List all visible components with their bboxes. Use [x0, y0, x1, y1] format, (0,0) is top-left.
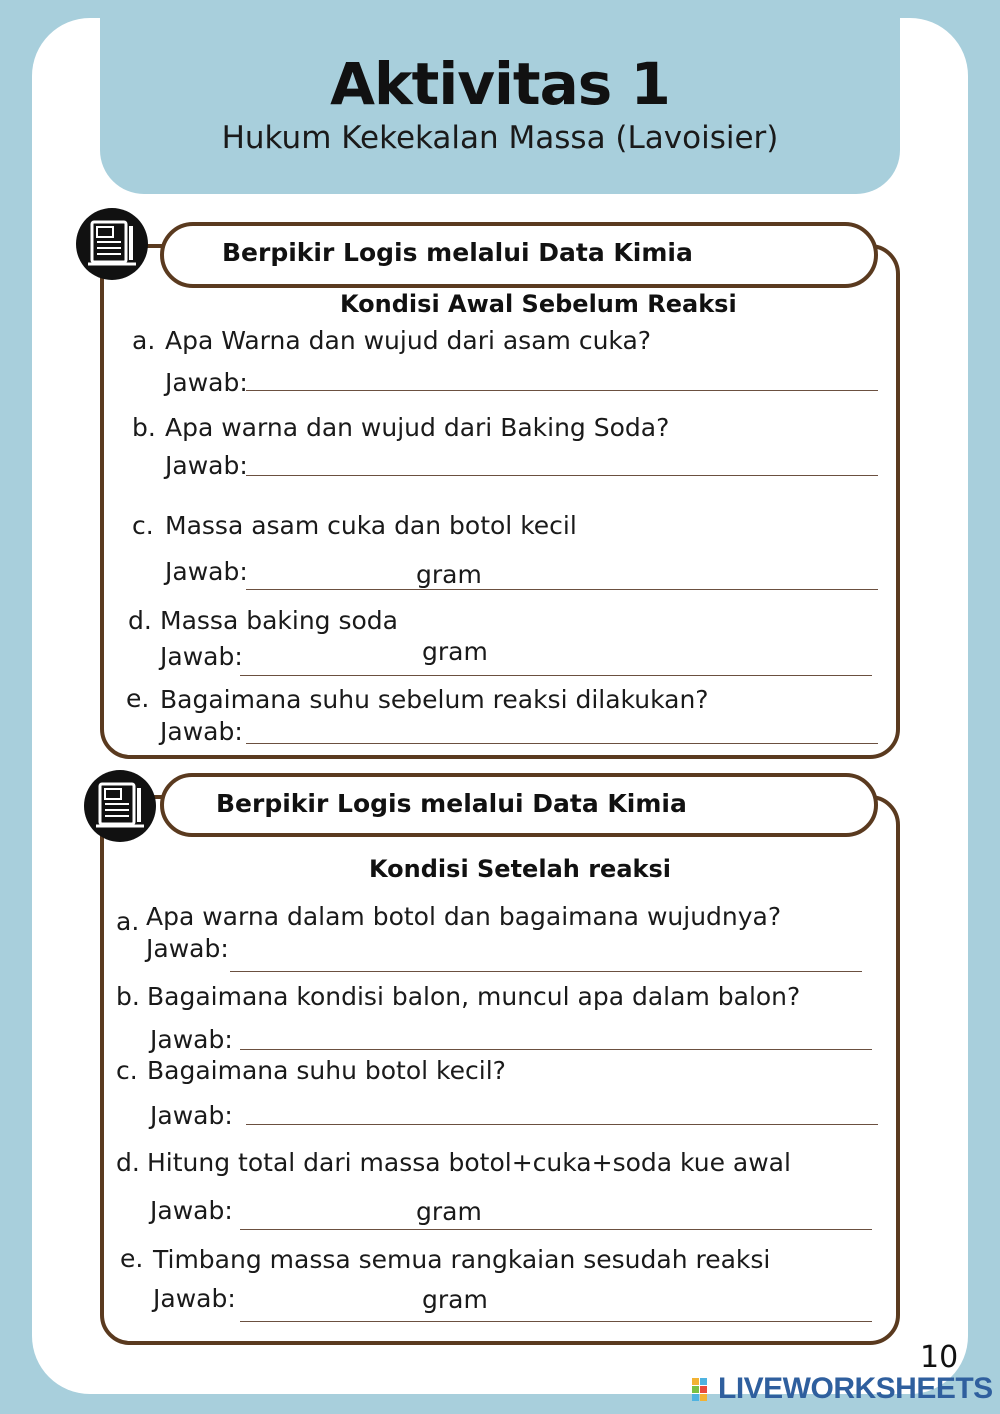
- unit-label: gram: [416, 560, 482, 589]
- answer-label: Jawab:: [165, 557, 248, 586]
- page-subtitle: Hukum Kekekalan Massa (Lavoisier): [221, 120, 779, 156]
- answer-line[interactable]: [246, 1124, 878, 1125]
- item-marker: b.: [116, 982, 140, 1011]
- question-text: Bagaimana kondisi balon, muncul apa dalam balon?: [147, 982, 801, 1011]
- unit-label: gram: [416, 1197, 482, 1226]
- question-text: Massa asam cuka dan botol kecil: [165, 511, 577, 540]
- section-2-heading: Kondisi Setelah reaksi: [369, 855, 671, 883]
- question-text: Bagaimana suhu sebelum reaksi dilakukan?: [160, 685, 709, 714]
- item-marker: d.: [128, 606, 152, 635]
- answer-line[interactable]: [240, 1049, 872, 1050]
- answer-label: Jawab:: [160, 717, 243, 746]
- item-marker: e.: [126, 684, 150, 713]
- question-text: Bagaimana suhu botol kecil?: [147, 1056, 506, 1085]
- answer-line[interactable]: [246, 390, 878, 391]
- item-marker: a.: [116, 907, 140, 936]
- answer-line[interactable]: [246, 475, 878, 476]
- answer-line[interactable]: [246, 743, 878, 744]
- answer-label: Jawab:: [165, 451, 248, 480]
- answer-line[interactable]: [230, 971, 862, 972]
- question-text: Apa Warna dan wujud dari asam cuka?: [165, 326, 652, 355]
- page-title: Aktivitas 1: [330, 50, 670, 118]
- unit-label: gram: [422, 637, 488, 666]
- item-marker: b.: [132, 413, 156, 442]
- section-1-box: [100, 244, 900, 759]
- liveworksheets-watermark: LIVEWORKSHEETS: [718, 1372, 993, 1405]
- question-text: Apa warna dalam botol dan bagaimana wujudnya?: [146, 902, 782, 931]
- answer-label: Jawab:: [150, 1101, 233, 1130]
- question-text: Hitung total dari massa botol+cuka+soda kue awal: [147, 1148, 791, 1177]
- worksheet-calculator-icon: [76, 208, 148, 280]
- liveworksheets-logo-icon: [692, 1378, 716, 1402]
- answer-label: Jawab:: [153, 1284, 236, 1313]
- item-marker: e.: [120, 1244, 144, 1273]
- answer-label: Jawab:: [160, 642, 243, 671]
- answer-line[interactable]: [240, 1321, 872, 1322]
- question-text: Timbang massa semua rangkaian sesudah reaksi: [153, 1245, 771, 1274]
- answer-label: Jawab:: [150, 1196, 233, 1225]
- answer-label: Jawab:: [150, 1025, 233, 1054]
- page-number: 10: [920, 1340, 959, 1375]
- section-1-banner-text: Berpikir Logis melalui Data Kimia: [222, 238, 693, 267]
- question-text: Massa baking soda: [160, 606, 398, 635]
- item-marker: a.: [132, 326, 156, 355]
- answer-line[interactable]: [240, 1229, 872, 1230]
- item-marker: c.: [132, 511, 154, 540]
- question-text: Apa warna dan wujud dari Baking Soda?: [165, 413, 670, 442]
- section-1-heading: Kondisi Awal Sebelum Reaksi: [340, 290, 737, 318]
- answer-label: Jawab:: [146, 934, 229, 963]
- answer-line[interactable]: [240, 675, 872, 676]
- worksheet-calculator-icon: [84, 770, 156, 842]
- answer-label: Jawab:: [165, 368, 248, 397]
- item-marker: c.: [116, 1056, 138, 1085]
- section-2-banner-text: Berpikir Logis melalui Data Kimia: [216, 789, 687, 818]
- answer-line[interactable]: [246, 589, 878, 590]
- unit-label: gram: [422, 1285, 488, 1314]
- item-marker: d.: [116, 1148, 140, 1177]
